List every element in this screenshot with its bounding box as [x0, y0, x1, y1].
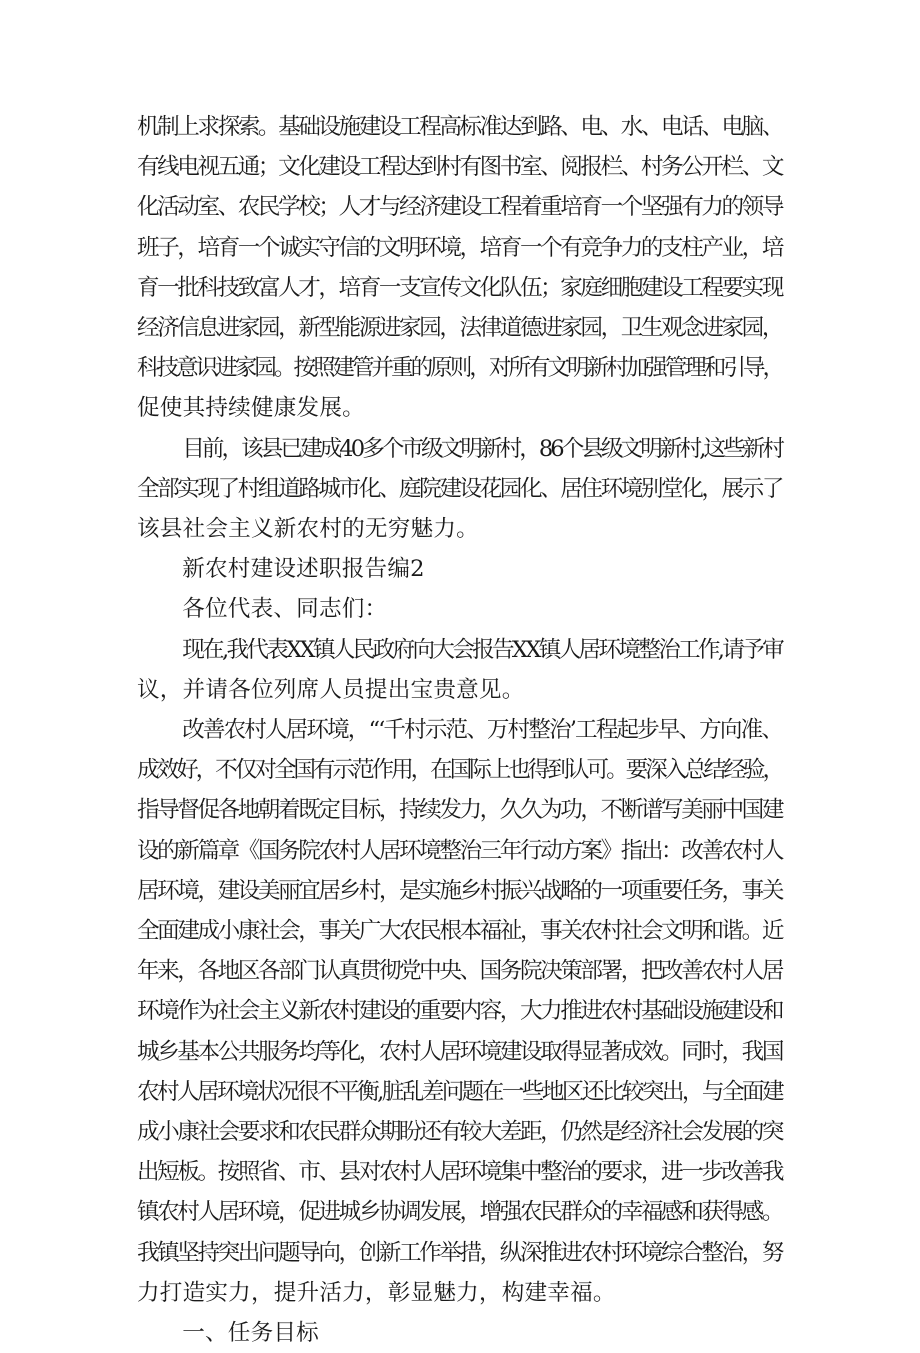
text-line: 农村人居环境状况很不平衡,脏乱差问题在一些地区还比较突出，与全面建	[137, 1078, 782, 1105]
text-line: 经济信息进家园，新型能源进家园，法律道德进家园，卫生观念进家园，	[137, 315, 782, 342]
text-line: 该县社会主义新农村的无穷魅力。	[137, 516, 479, 543]
text-line: 年来，各地区各部门认真贯彻党中央、国务院决策部署，把改善农村人居	[137, 958, 782, 985]
text-line: 设的新篇章《国务院农村人居环境整治三年行动方案》指出：改善农村人	[137, 837, 782, 864]
text-line: 镇农村人居环境，促进城乡协调发展，增强农民群众的幸福感和获得感。	[137, 1199, 782, 1226]
salutation-text: 各位代表、同志们：	[182, 596, 388, 623]
text-line: 环境作为社会主义新农村建设的重要内容，大力推进农村基础设施建设和	[137, 998, 782, 1025]
text-line: 班子，培育一个诚实守信的文明环境，培育一个有竞争力的支柱产业，培	[137, 234, 782, 261]
text-line: 全部实现了村组道路城市化、庭院建设花园化、居住环境别堂化，展示了	[137, 475, 782, 502]
text-line: 出短板。按照省、市、县对农村人居环境集中整治的要求，进一步改善我	[137, 1159, 782, 1186]
paragraph-p2	[137, 429, 782, 550]
paragraph-p5	[137, 630, 782, 710]
text-line: 有线电视五通；文化建设工程达到村有图书室、阅报栏、村务公开栏、文	[137, 154, 782, 181]
text-line: 机制上求探索。基础设施建设工程高标准达到路、电、水、电话、电脑、	[137, 114, 782, 140]
salutation	[137, 589, 782, 629]
text-line: 现在,我代表XX镇人民政府向大会报告XX镇人居环境整治工作,请予审	[182, 636, 782, 663]
text-line: 科技意识进家园。按照建管并重的原则，对所有文明新村加强管理和引导，	[137, 355, 782, 382]
document-body	[137, 107, 782, 1353]
text-line: 促使其持续健康发展。	[137, 395, 365, 422]
text-line: 指导督促各地朝着既定目标，持续发力，久久为功，不断谱写美丽中国建	[137, 797, 782, 824]
section-heading-text: 一、任务目标	[182, 1320, 319, 1347]
text-line: 目前，该县已建成40多个市级文明新村，86个县级文明新村,这些新村	[182, 435, 782, 462]
text-line: 育一批科技致富人才，培育一支宣传文化队伍；家庭细胞建设工程要实现	[137, 274, 782, 301]
text-line: 力打造实力，提升活力，彰显魅力，构建幸福。	[137, 1279, 616, 1306]
section-heading-task-goals	[137, 1313, 782, 1353]
text-line: 城乡基本公共服务均等化，农村人居环境建设取得显著成效。同时，我国	[137, 1038, 782, 1065]
text-line: 化活动室、农民学校；人才与经济建设工程着重培育一个坚强有力的领导	[137, 194, 782, 221]
paragraph-p1	[137, 107, 782, 429]
text-line: 我镇坚持突出问题导向，创新工作举措，纵深推进农村环境综合整治，努	[137, 1239, 782, 1266]
text-line: 全面建成小康社会，事关广大农民根本福祉，事关农村社会文明和谐。近	[137, 918, 782, 945]
text-line: 成小康社会要求和农民群众期盼还有较大差距，仍然是经济社会发展的突	[137, 1119, 782, 1146]
text-line: 居环境，建设美丽宜居乡村，是实施乡村振兴战略的一项重要任务，事关	[137, 877, 782, 904]
section-heading-report	[137, 549, 782, 589]
paragraph-p6	[137, 710, 782, 1313]
report-title: 新农村建设述职报告编2	[182, 556, 425, 583]
text-line: 改善农村人居环境，“‘千村示范、万村整治’工程起步早、方向准、	[182, 717, 782, 744]
text-line: 议，并请各位列席人员提出宝贵意见。	[137, 676, 525, 703]
text-line: 成效好，不仅对全国有示范作用，在国际上也得到认可。要深入总结经验，	[137, 757, 782, 784]
